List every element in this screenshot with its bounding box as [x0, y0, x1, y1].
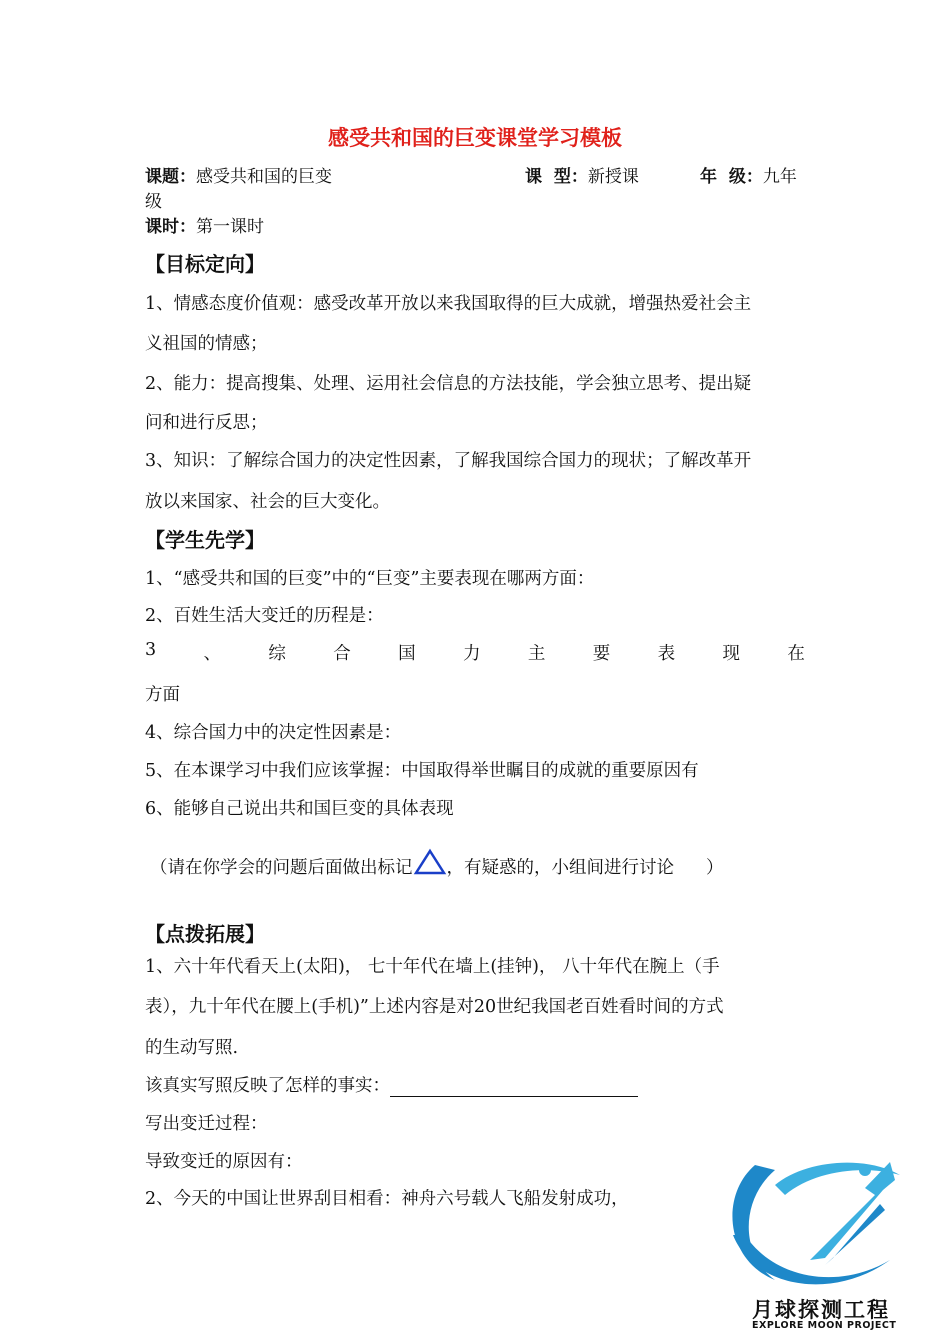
goals-line: 3、知识：了解综合国力的决定性因素，了解我国综合国力的现状；了解改革开 [145, 451, 752, 471]
q3-char: 3 [145, 640, 157, 660]
goals-line: 义祖国的情感； [145, 334, 268, 354]
type-value: 新授课 [587, 167, 639, 187]
note-before: （请在你学会的问题后面做出标记 [150, 858, 413, 878]
extend-reason: 导致变迁的原因有： [145, 1152, 303, 1172]
extend-line: 1、六十年代看天上(太阳)， 七十年代在墙上(挂钟)， 八十年代在腕上（手 [145, 957, 720, 977]
extend-process: 写出变迁过程： [145, 1114, 268, 1134]
topic-line [145, 162, 332, 187]
extend-line: 表），九十年代在腰上(手机)”上述内容是对20世纪我国老百姓看时间的方式 [145, 997, 724, 1017]
period-line [145, 212, 264, 237]
q3-char: 国 [398, 644, 416, 664]
q3-char: 要 [592, 644, 611, 664]
triangle-icon [413, 848, 447, 876]
prestudy-heading: 【学生先学】 [145, 528, 265, 552]
note-after: ，有疑惑的，小组间进行讨论 [446, 858, 674, 878]
extend-heading: 【点拨拓展】 [145, 922, 265, 946]
logo-name: 月球探测工程 [752, 1298, 890, 1322]
q3-char: 主 [527, 644, 546, 664]
extend-q2: 2、今天的中国让世界刮目相看：神舟六号载人飞船发射成功， [145, 1189, 629, 1209]
goals-line: 2、能力：提高搜集、处理、运用社会信息的方法技能，学会独立思考、提出疑 [145, 374, 752, 394]
grade-line [700, 162, 797, 187]
prestudy-q4: 4、综合国力中的决定性因素是： [145, 723, 402, 743]
q3-char: 表 [657, 644, 676, 664]
fact-label: 该真实写照反映了怎样的事实： [145, 1076, 390, 1096]
q3-char: 现 [722, 644, 741, 664]
answer-blank[interactable] [390, 1078, 638, 1097]
prestudy-q1: 1、“感受共和国的巨变”中的“巨变”主要表现在哪两方面： [145, 569, 595, 589]
prestudy-q3 [145, 640, 805, 665]
grade-label: 年 级： [700, 167, 763, 187]
note-close: ） [706, 858, 724, 878]
period-value: 第一课时 [196, 217, 264, 237]
q3-char: 在 [787, 644, 805, 664]
prestudy-note [150, 848, 724, 879]
extend-fact [145, 1072, 638, 1097]
page-title: 感受共和国的巨变课堂学习模板 [328, 126, 622, 150]
q3-char: 力 [463, 644, 481, 664]
extend-line: 的生动写照. [145, 1038, 239, 1058]
prestudy-q2: 2、百姓生活大变迁的历程是： [145, 606, 384, 626]
type-label: 课 型： [525, 167, 588, 187]
topic-value: 感受共和国的巨变 [196, 167, 332, 187]
grade-continued: 级 [145, 192, 162, 212]
q3-char: 综 [268, 644, 286, 664]
type-line [525, 162, 639, 187]
logo-subtitle: EXPLORE MOON PROJECT [752, 1320, 897, 1331]
goals-heading: 【目标定向】 [145, 252, 265, 276]
period-label: 课时： [145, 217, 196, 237]
q3-char: 合 [333, 644, 351, 664]
topic-label: 课题： [145, 167, 196, 187]
goals-line: 1、情感态度价值观：感受改革开放以来我国取得的巨大成就，增强热爱社会主 [145, 294, 752, 314]
prestudy-q3-continued: 方面 [145, 685, 180, 705]
grade-value: 九年 [762, 167, 797, 187]
goals-line: 问和进行反思； [145, 413, 268, 433]
prestudy-q5: 5、在本课学习中我们应该掌握：中国取得举世瞩目的成就的重要原因有 [145, 761, 699, 781]
q3-char: 、 [203, 644, 222, 664]
prestudy-q6: 6、能够自己说出共和国巨变的具体表现 [145, 799, 454, 819]
goals-line: 放以来国家、社会的巨大变化。 [145, 492, 390, 512]
